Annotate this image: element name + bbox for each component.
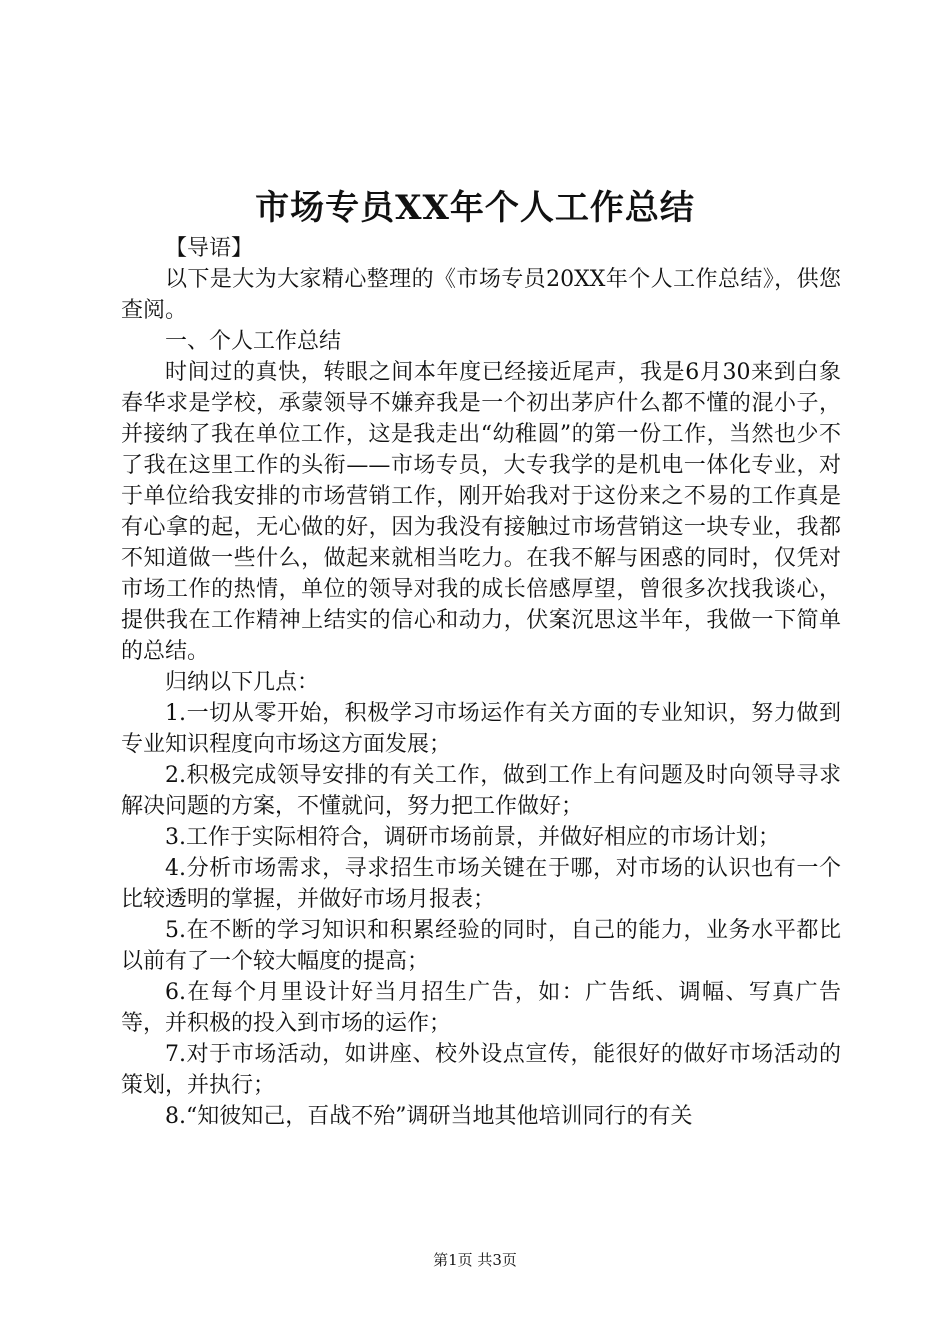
list-item: 1.一切从零开始，积极学习市场运作有关方面的专业知识，努力做到专业知识程度向市场这方面发展； bbox=[121, 701, 841, 757]
paragraph-main: 时间过的真快，转眼之间本年度已经接近尾声，我是6月30来到白象春华求是学校，承蒙领导不嫌弃我是一个初出茅庐什么都不懂的混小子，并接纳了我在单位工作，这是我走出“幼稚圆”的第一份工作，当然也少不了我在这里工作的头衔——市场专员，大专我学的是机电一体化专业，对于单位给我安排的市场营销工作，刚开始我对于这份来之不易的工作真是有心拿的起，无心做的好，因为我没有接触过市场营销这一块专业，我都不知道做一些什么，做起来就相当吃力。在我不解与困惑的同时，仅凭对市场工作的热情，单位的领导对我的成长倍感厚望，曾很多次找我谈心，提供我在工作精神上结实的信心和动力，伏案沉思这半年，我做一下简单的总结。 bbox=[121, 360, 841, 664]
list-item: 2.积极完成领导安排的有关工作，做到工作上有问题及时向领导寻求解决问题的方案，不懂就问，努力把工作做好； bbox=[121, 763, 841, 819]
list-item: 8.“知彼知己，百战不殆”调研当地其他培训同行的有关 bbox=[165, 1104, 693, 1129]
page-footer: 第1页 共3页 bbox=[433, 1251, 517, 1269]
document-title: 市场专员XX年个人工作总结 bbox=[255, 188, 695, 228]
list-item: 5.在不断的学习知识和积累经验的同时，自己的能力，业务水平都比以前有了一个较大幅度的提高； bbox=[121, 918, 841, 974]
list-item: 7.对于市场活动，如讲座、校外设点宣传，能很好的做好市场活动的策划，并执行； bbox=[121, 1042, 841, 1098]
list-item: 6.在每个月里设计好当月招生广告，如：广告纸、调幅、写真广告等，并积极的投入到市场的运作； bbox=[121, 980, 841, 1036]
paragraph-summary-lead: 归纳以下几点： bbox=[165, 670, 320, 695]
paragraph-intro-heading: 【导语】 bbox=[165, 236, 254, 261]
paragraph-intro-text: 以下是大为大家精心整理的《市场专员20XX年个人工作总结》，供您查阅。 bbox=[121, 267, 841, 323]
list-item: 3.工作于实际相符合，调研市场前景，并做好相应的市场计划； bbox=[165, 825, 780, 850]
document-body bbox=[121, 233, 841, 1132]
list-item: 4.分析市场需求，寻求招生市场关键在于哪，对市场的认识也有一个比较透明的掌握，并做好市场月报表； bbox=[121, 856, 841, 912]
section-heading: 一、个人工作总结 bbox=[165, 329, 342, 354]
